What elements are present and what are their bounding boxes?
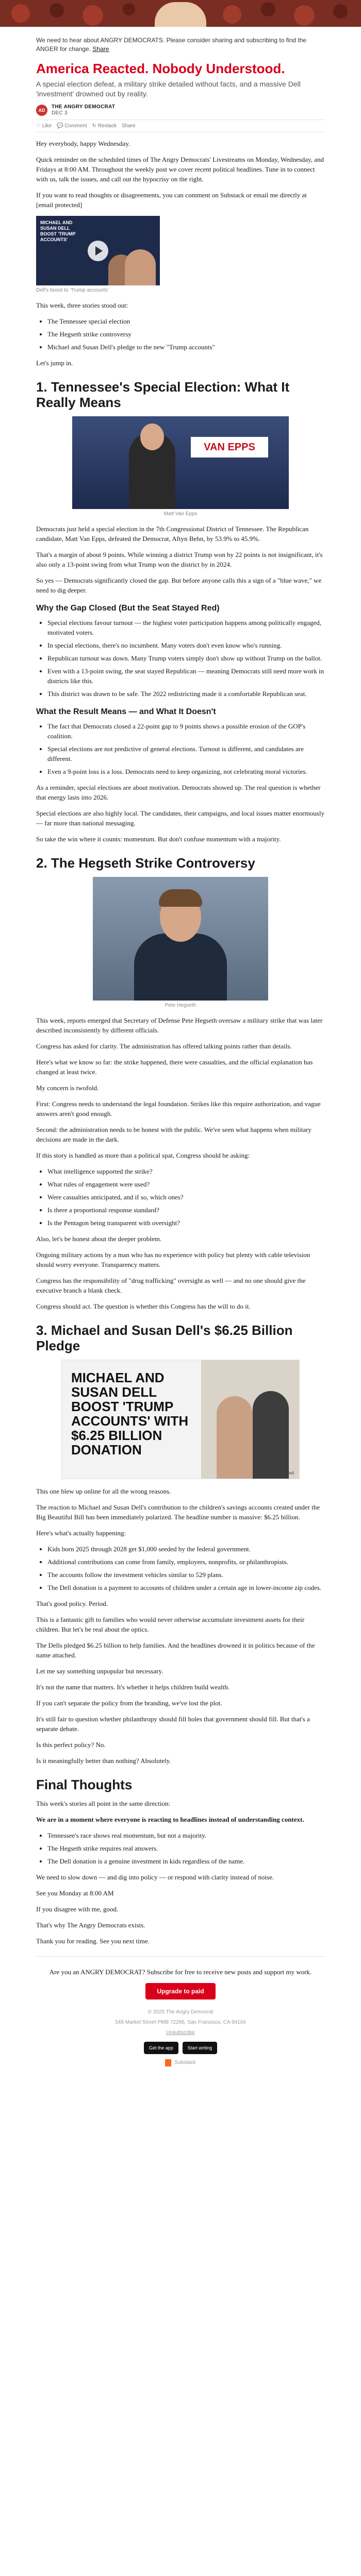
stories-list <box>36 316 325 352</box>
paragraph: As a reminder, special elections are about motivation. Democrats showed up. The real question is whether that energy lasts into 2026. <box>36 784 321 801</box>
list-item: • Additional contributions can come from family, employers, nonprofits, or philanthropists. <box>47 1557 325 1567</box>
subheading-result: What the Result Means — and What It Doesn't <box>36 707 216 716</box>
dell-facts-list <box>36 1544 325 1592</box>
list-item: • Kids born 2025 through 2028 get $1,000 seeded by the federal government. <box>47 1544 325 1554</box>
list-item: • The Hegseth strike controversy <box>47 329 325 339</box>
paragraph: So yes — Democrats significantly closed the gap. But before anyone calls this a sign of a "blue wave," we need to dig deeper. <box>36 577 322 594</box>
result-list <box>36 721 325 776</box>
paragraph: Also, let's be honest about the deeper problem. <box>36 1235 162 1243</box>
paragraph: See you Monday at 8:00 AM <box>36 1889 114 1897</box>
subheading-why: Why the Gap Closed (But the Seat Stayed Red) <box>36 604 220 613</box>
final-key-point: We are in a moment where everyone is reacting to headlines instead of understanding context. <box>36 1816 304 1823</box>
intro-row <box>36 190 325 210</box>
upgrade-button[interactable]: Upgrade to paid <box>145 1983 215 1999</box>
substack-name: Substack <box>174 2060 196 2065</box>
questions-list <box>36 1166 325 1228</box>
list-item: • The fact that Democrats closed a 22-point gap to 9 points shows a possible erosion of the GOP's coalition. <box>47 721 325 741</box>
paragraph: It's not the name that matters. It's whether it helps children build wealth. <box>36 1683 230 1691</box>
list-item: • Is there a proportional response standard? <box>47 1205 325 1215</box>
author-avatar[interactable]: AD <box>36 105 47 116</box>
byline-text <box>52 104 115 116</box>
paragraph: This is a fantastic gift to families who would never otherwise accumulate investment assets for their children. But let's be real about the optics. <box>36 1616 305 1633</box>
subscribe-cta <box>36 1967 325 1999</box>
paragraph-bold <box>36 1815 325 1824</box>
video-embed[interactable] <box>36 216 160 293</box>
video-row <box>36 216 325 293</box>
header-banner <box>0 0 361 27</box>
restack-button[interactable]: ↻ Restack <box>92 123 117 129</box>
list-item: • The Dell donation is a payment to accounts of children under a certain age in lower-income zip codes. <box>47 1583 325 1592</box>
paragraph: This week's stories all point in the same direction: <box>36 1800 171 1807</box>
get-app-button[interactable]: Get the app <box>144 2042 178 2054</box>
list-item: • This district was drawn to be safe. The 2022 redistricting made it a comfortable Republican seat. <box>47 689 325 699</box>
paragraph: That's why The Angry Democrats exists. <box>36 1921 145 1929</box>
paragraph: Ongoing military actions by a man who has no experience with policy but plenty with cable television should worry everyone. Transparency matters. <box>36 1251 310 1268</box>
list-item: • The Dell donation is a genuine investment in kids regardless of the name. <box>47 1856 325 1866</box>
share-button[interactable]: Share <box>121 123 136 129</box>
paragraph: The reaction to Michael and Susan Dell's contribution to the children's savings accounts created under the Big Beautiful Bill has been immediately polarized. The headline number is massive: $6.25 billion. <box>36 1503 320 1521</box>
paragraph: This one blew up online for all the wrong reasons. <box>36 1487 171 1495</box>
section-title-final: Final Thoughts <box>36 1777 133 1792</box>
list-item: • In special elections, there's no incumbent. Many voters don't even know who's running. <box>47 640 325 650</box>
paragraph: Here's what we know so far: the strike happened, there were casualties, and the official explanation has changed at least twice. <box>36 1058 313 1076</box>
start-writing-button[interactable]: Start writing <box>183 2042 218 2054</box>
video-thumbnail[interactable] <box>36 216 160 285</box>
post-title[interactable]: America Reacted. Nobody Understood. <box>36 61 285 76</box>
list-item: • Even a 9-point loss is a loss. Democrats need to keep organizing, not celebrating moral victories. <box>47 767 325 776</box>
footer-address: 548 Market Street PMB 72296, San Francisco, CA 94104 <box>115 2020 246 2025</box>
final-list <box>36 1831 325 1866</box>
app-badges <box>36 2042 325 2054</box>
comment-button[interactable]: 💬 Comment <box>57 123 87 129</box>
video-person-right <box>125 249 156 285</box>
intro-contact: If you want to read thoughts or disagreements, you can comment on Substack or email me directly at [email protected] <box>36 191 307 209</box>
email-footer <box>36 2009 325 2066</box>
post-subtitle: A special election defeat, a military strike detailed without facts, and a massive Dell 'investment' drowned out by reality. <box>36 80 301 98</box>
paragraph: It's still fair to question whether philanthropy should fill holes that government should fill. But that's a separate debate. <box>36 1715 310 1733</box>
paragraph: Special elections are also highly local. The candidates, their campaigns, and local issues matter enormously — far more than national messaging. <box>36 809 324 827</box>
greeting: Hey everybody, happy Wednesday. <box>36 140 130 147</box>
photo-suit <box>134 934 227 1001</box>
photo-caption: Pete Hegseth <box>165 1003 196 1008</box>
list-item: • Special elections favour turnout — the highest voter participation happens among politically engaged, motivated voters. <box>47 618 325 637</box>
post-container <box>36 27 325 2087</box>
dell-headline: MICHAEL AND SUSAN DELL BOOST 'TRUMP ACCOUNTS' WITH $6.25 BILLION DONATION <box>71 1370 189 1458</box>
paragraph: Thank you for reading. See you next time. <box>36 1937 150 1945</box>
list-item: • Were casualties anticipated, and if so, which ones? <box>47 1192 325 1202</box>
divider <box>36 1956 325 1957</box>
dell-person-michael <box>253 1391 289 1479</box>
list-item: • Republican turnout was down. Many Trump voters simply don't show up without Trump on the ballot. <box>47 653 325 663</box>
paragraph: If you disagree with me, good. <box>36 1905 119 1913</box>
jump-in: Let's jump in. <box>36 359 73 367</box>
paragraph: Second: the administration needs to be honest with the public. We've seen what happens when military decisions are made in the dark. <box>36 1126 311 1143</box>
photo-caption: Matt Van Epps <box>163 511 198 517</box>
section-title-dell: 3. Michael and Susan Dell's $6.25 Billion Pledge <box>36 1323 293 1353</box>
intro-paragraph: Quick reminder on the scheduled times of The Angry Democrats' Livestreams on Monday, Wednesday, and Fridays at 8:00 AM. Throughout the weekly post we cover recent political headlines. Tune in to connect with us, talk the issues, and call out the hypocrisy on the right. <box>36 156 324 183</box>
dell-person-susan <box>217 1396 253 1479</box>
play-icon[interactable] <box>88 241 108 261</box>
section-title-tennessee: 1. Tennessee's Special Election: What It Really Means <box>36 379 290 410</box>
tennessee-photo[interactable] <box>72 416 289 509</box>
share-note-text: We need to hear about ANGRY DEMOCRATS. Please consider sharing and subscribing to find the ANGER for change. <box>36 37 307 53</box>
paragraph: First: Congress needs to understand the legal foundation. Strikes like this require authorization, and vague answers aren't good enough. <box>36 1100 321 1117</box>
stories-lead: This week, three stories stood out: <box>36 301 128 309</box>
post-date: DEC 3 <box>52 110 68 116</box>
list-item: • The Tennessee special election <box>47 316 325 326</box>
video-thumb-text: MICHAEL AND SUSAN DELL BOOST 'TRUMP ACCOUNTS' <box>40 220 76 242</box>
paragraph: Is it meaningfully better than nothing? Absolutely. <box>36 1757 171 1765</box>
post-actions <box>36 120 325 132</box>
like-button[interactable]: ♡ Like <box>36 123 52 129</box>
unsubscribe-link[interactable]: Unsubscribe <box>166 2030 195 2036</box>
list-item: • What intelligence supported the strike? <box>47 1166 325 1176</box>
photo-head <box>140 423 164 450</box>
paragraph: Is this perfect policy? No. <box>36 1741 106 1749</box>
list-item: • Michael and Susan Dell's pledge to the new "Trump accounts" <box>47 342 325 352</box>
paragraph: Let me say something unpopular but necessary. <box>36 1667 163 1675</box>
paragraph: Congress has asked for clarity. The administration has offered talking points rather than details. <box>36 1042 292 1050</box>
hegseth-photo[interactable] <box>93 877 268 1001</box>
paragraph: The Dells pledged $6.25 billion to help families. And the headlines drowned it in politics because of the name attached. <box>36 1641 315 1659</box>
paragraph: Congress has the responsibility of "drug trafficking" oversight as well — and no one should give the executive branch a blank check. <box>36 1277 306 1294</box>
paragraph: Here's what's actually happening: <box>36 1529 126 1537</box>
list-item: • The accounts follow the investment vehicles similar to 529 plans. <box>47 1570 325 1580</box>
paragraph: If you can't separate the policy from the branding, we've lost the plot. <box>36 1699 222 1707</box>
paragraph: Democrats just held a special election in the 7th Congressional District of Tennessee. The Republican candidate, Matt Van Epps, defeated the Democrat, Aftyn Behn, by 53.9% to 45.9%. <box>36 525 309 543</box>
list-item: • The Hegseth strike requires real answers. <box>47 1843 325 1853</box>
why-list <box>36 618 325 699</box>
list-item: • Is the Pentagon being transparent with oversight? <box>47 1218 325 1228</box>
dell-news-image[interactable] <box>61 1360 300 1479</box>
paragraph: Congress should act. The question is whether this Congress has the will to do it. <box>36 1302 251 1310</box>
list-item: • What rules of engagement were used? <box>47 1179 325 1189</box>
share-note <box>36 36 325 54</box>
cta-text: Are you an ANGRY DEMOCRAT? Subscribe for free to receive new posts and support my work. <box>49 1968 312 1976</box>
paragraph: This week, reports emerged that Secretary of Defense Pete Hegseth oversaw a military strike that was later described inconsistently by different officials. <box>36 1016 323 1034</box>
paragraph: We need to slow down — and dig into policy — or respond with clarity instead of noise. <box>36 1873 274 1881</box>
author-name[interactable]: THE ANGRY DEMOCRAT <box>52 104 116 110</box>
list-item: • Special elections are not predictive of general elections. Turnout is different, and candidates are different. <box>47 744 325 764</box>
substack-brand[interactable] <box>36 2059 325 2066</box>
list-item: • Even with a 13-point swing, the seat stayed Republican — meaning Democrats still need more work in districts like this. <box>47 666 325 686</box>
paragraph: So take the win where it counts: momentum. But don't confuse momentum with a majority. <box>36 835 281 843</box>
campaign-sign: VAN EPPS <box>191 437 268 457</box>
section-title-hegseth: 2. The Hegseth Strike Controversy <box>36 855 255 871</box>
paragraph: That's good policy. Period. <box>36 1600 108 1607</box>
substack-logo-icon <box>165 2059 171 2066</box>
paragraph: That's a margin of about 9 points. While winning a district Trump won by 22 points is not insignificant, it's also only a 13-point swing from what Trump won the district by in 2024. <box>36 551 323 568</box>
video-caption: Dell's boost to 'Trump accounts' <box>36 287 109 293</box>
share-link[interactable]: Share <box>92 45 109 53</box>
list-item: • Tennessee's race shows real momentum, but not a majority. <box>47 1831 325 1840</box>
byline <box>36 104 325 116</box>
paragraph: My concern is twofold. <box>36 1084 99 1092</box>
photo-hair <box>159 889 202 907</box>
paragraph: If this story is handled as more than a political spat, Congress should be asking: <box>36 1151 250 1159</box>
footer-copyright: © 2025 The Angry Democrat <box>147 2009 214 2015</box>
dell-photo-credit: Michael & Susan Dell <box>254 1471 294 1476</box>
